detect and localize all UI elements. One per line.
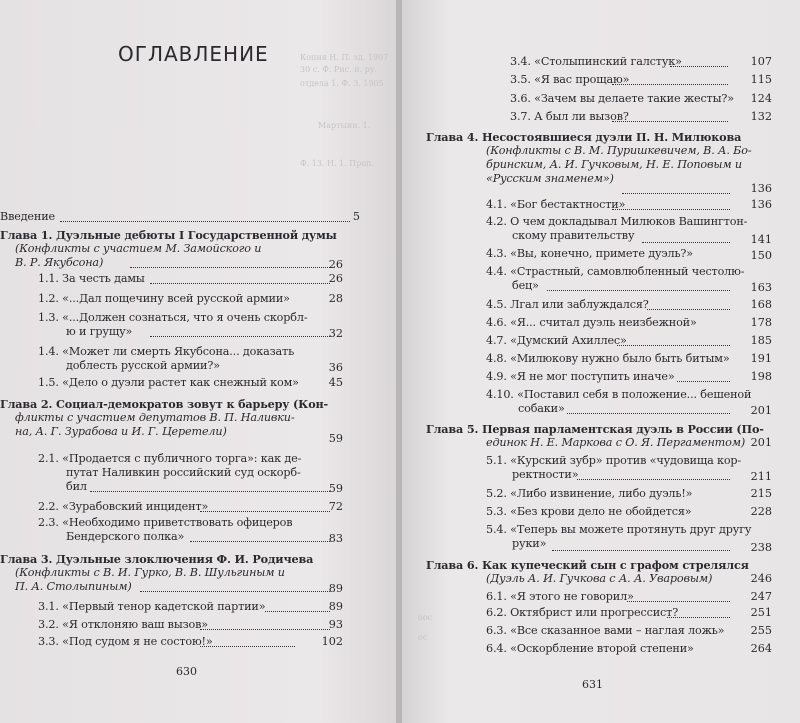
toc-entry-3-5-page: 115 [750, 73, 772, 86]
toc-entry-2-2-page: 72 [328, 500, 343, 513]
toc-entry-3-3: 3.3. «Под судом я не состою!» [38, 635, 213, 648]
toc-entry-4-2-cont: скому правительству [512, 229, 635, 242]
toc-intro-page: 5 [352, 210, 360, 223]
toc-chapter-1-subtitle: В. Р. Якубсона) [15, 256, 104, 269]
leader-dots [612, 83, 728, 85]
toc-entry-4-4-page: 163 [750, 281, 772, 294]
toc-entry-5-1-page: 211 [750, 470, 772, 483]
toc-entry-1-4-cont: доблесть русской армии?» [66, 359, 220, 372]
page-number-right: 631 [582, 678, 603, 691]
toc-entry-2-1: 2.1. «Продается с публичного торга»: как де- [38, 452, 302, 465]
toc-entry-1-2-page: 28 [328, 292, 343, 305]
toc-entry-3-5: 3.5. «Я вас прощаю» [510, 73, 630, 86]
toc-entry-4-9: 4.9. «Я не мог поступить иначе» [486, 370, 675, 383]
toc-chapter-4-subtitle: (Конфликты с В. М. Пуришкевичем, В. А. Бо- [486, 144, 752, 157]
toc-entry-6-2: 6.2. Октябрист или прогрессист? [486, 606, 679, 619]
leader-dots [612, 208, 730, 210]
toc-chapter-4-subtitle: бринским, А. И. Гучковым, Н. Е. Поповым и [486, 158, 742, 171]
toc-entry-5-4-cont: руки» [512, 537, 547, 550]
leader-dots [200, 645, 295, 647]
leader-dots [622, 192, 730, 194]
leader-dots [60, 220, 350, 222]
toc-entry-6-3-page: 255 [750, 624, 772, 637]
toc-entry-6-3: 6.3. «Все сказанное вами – наглая ложь» [486, 624, 725, 637]
leader-dots [647, 308, 730, 310]
toc-entry-6-2-page: 251 [750, 606, 772, 619]
toc-entry-1-3: 1.3. «...Должен сознаться, что я очень скорбл- [38, 311, 308, 324]
toc-chapter-5-title: Глава 5. Первая парламентская дуэль в России (По- [426, 422, 764, 436]
leader-dots [677, 380, 730, 382]
toc-chapter-1-title: Глава 1. Дуэльные дебюты I Государственной думы [0, 228, 337, 242]
toc-entry-3-7: 3.7. А был ли вызов? [510, 110, 629, 123]
toc-entry-6-1: 6.1. «Я этого не говорил» [486, 590, 634, 603]
toc-entry-3-6-page: 124 [750, 92, 772, 105]
leader-dots [90, 490, 330, 492]
toc-entry-4-1-page: 136 [750, 198, 772, 211]
toc-entry-1-3-cont: ю и грущу» [66, 325, 133, 338]
page-number-left: 630 [176, 665, 197, 678]
toc-entry-2-1-cont: путат Наливкин российский суд оскорб- [66, 466, 301, 479]
toc-chapter-3-subtitle: (Конфликты с В. И. Гурко, В. В. Шульгиным и [15, 566, 285, 579]
toc-entry-5-1-cont: ректности» [512, 468, 579, 481]
toc-chapter-1-subtitle: (Конфликты с участием М. Замойского и [15, 242, 262, 255]
toc-entry-1-1-page: 26 [328, 272, 343, 285]
toc-entry-5-3: 5.3. «Без крови дело не обойдется» [486, 505, 692, 518]
leader-dots [130, 266, 330, 268]
toc-entry-4-4: 4.4. «Страстный, самовлюбленный честолю- [486, 265, 745, 278]
leader-dots [140, 590, 330, 592]
toc-chapter-5-page: 201 [750, 436, 772, 449]
toc-entry-3-1-page: 89 [328, 600, 343, 613]
toc-entry-4-5: 4.5. Лгал или заблуждался? [486, 298, 649, 311]
toc-entry-4-10-page: 201 [750, 404, 772, 417]
toc-chapter-4-title: Глава 4. Несостоявшиеся дуэли П. Н. Милюкова [426, 130, 742, 144]
toc-entry-2-2: 2.2. «Зурабовский инцидент» [38, 500, 209, 513]
toc-entry-3-6: 3.6. «Зачем вы делаете такие жесты?» [510, 92, 734, 105]
toc-chapter-1-page: 26 [328, 258, 343, 271]
toc-entry-3-7-page: 132 [750, 110, 772, 123]
toc-entry-5-4-page: 238 [750, 541, 772, 554]
toc-chapter-4-page: 136 [750, 182, 772, 195]
toc-entry-6-4-page: 264 [750, 642, 772, 655]
leader-dots [577, 478, 730, 480]
leader-dots [642, 241, 730, 243]
toc-entry-4-9-page: 198 [750, 370, 772, 383]
toc-entry-3-3-page: 102 [321, 635, 343, 648]
toc-entry-6-1-page: 247 [750, 590, 772, 603]
toc-chapter-3-subtitle: П. А. Столыпиным) [15, 580, 132, 593]
toc-entry-2-3-page: 83 [328, 532, 343, 545]
toc-chapter-2-subtitle: на, А. Г. Зурабова и И. Г. Церетели) [15, 425, 227, 438]
toc-entry-4-5-page: 168 [750, 298, 772, 311]
toc-chapter-5-subtitle: единок Н. Е. Маркова с О. Я. Пергаментом) [486, 436, 746, 449]
toc-entry-5-2-page: 215 [750, 487, 772, 500]
leader-dots [552, 549, 730, 551]
toc-entry-4-8: 4.8. «Милюкову нужно было быть битым» [486, 352, 730, 365]
toc-entry-3-4: 3.4. «Столыпинский галстук» [510, 55, 682, 68]
toc-entry-4-3-page: 150 [750, 249, 772, 262]
toc-chapter-6-title: Глава 6. Как купеческий сын с графом стрелялся [426, 558, 749, 572]
leader-dots [617, 344, 730, 346]
toc-chapter-2-page: 59 [328, 432, 343, 445]
toc-entry-4-8-page: 191 [750, 352, 772, 365]
leader-dots [670, 65, 728, 67]
toc-entry-3-2-page: 93 [328, 618, 343, 631]
toc-entry-3-4-page: 107 [750, 55, 772, 68]
toc-entry-5-3-page: 228 [750, 505, 772, 518]
toc-entry-4-1: 4.1. «Бог бестактности» [486, 198, 626, 211]
toc-chapter-2-title: Глава 2. Социал-демократов зовут к барьеру (Кон- [0, 397, 329, 411]
toc-entry-4-6: 4.6. «Я... считал дуэль неизбежной» [486, 316, 697, 329]
toc-title: ОГЛАВЛЕНИЕ [118, 42, 269, 66]
toc-chapter-4-subtitle: «Русским знаменем») [486, 172, 614, 185]
left-page: Копия Н. П. эд. 1907 30 с. Ф. Рис. и. ру. отдела 1. Ф. 3. 1905 Мартыин. 1. Ф. 13. Н. 1. Проп. ОГЛАВЛЕНИЕ Введение 5 Глава 1. Дуэльные дебюты I Государственной думы (Конфликты с участием М. Замойского и В. Р. Якубсона) 26 1.1. За честь дамы 26 1.2. «...Дал пощечину всей русской армии» 28 1.3. «...Должен сознаться, что я очень скорбл- ю и грущу» 32 1.4. «Может ли смерть Якубсона... доказать доблесть русской армии?» 36 1.5. «Дело о дуэли растет как снежный ком» 45 Глава 2. Социал-демократов зовут к барьеру (Кон- фликты с участием депутатов В. П. Наливки- на, А. Г. Зурабова и И. Г. Церетели) 59 2.1. «Продается с публичного торга»: как де- путат Наливкин российский суд оскорб- бил 59 2.2. «Зурабовский инцидент» 72 2.3. «Необходимо приветствовать офицеров Бендерского полка» 83 Глава 3. Дуэльные злоключения Ф. И. Родичева (Конфликты с В. И. Гурко, В. В. Шульгиным и П. А. Столыпиным) 89 3.1. «Первый тенор кадетской партии» 89 3.2. «Я отклоняю ваш вызов» 93 3.3. «Под судом я не состою!» 102 630 [0, 0, 398, 723]
right-page: 3.4. «Столыпинский галстук» 107 3.5. «Я вас прощаю» 115 3.6. «Зачем вы делаете такие жесты?» 124 3.7. А был ли вызов? 132 Глава 4. Несостоявшиеся дуэли П. Н. Милюкова (Конфликты с В. М. Пуришкевичем, В. А. Бо- бринским, А. И. Гучковым, Н. Е. Поповым и «Русским знаменем») 136 4.1. «Бог бестактности» 136 4.2. О чем докладывал Милюков Вашингтон- скому правительству 141 4.3. «Вы, конечно, примете дуэль?» 150 4.4. «Страстный, самовлюбленный честолю- бец» 163 4.5. Лгал или заблуждался? 168 4.6. «Я... считал дуэль неизбежной» 178 4.7. «Думский Ахиллес» 185 4.8. «Милюкову нужно было быть битым» 191 4.9. «Я не мог поступить иначе» 198 4.10. «Поставил себя в положение... бешеной собаки» 201 Глава 5. Первая парламентская дуэль в России (По- единок Н. Е. Маркова с О. Я. Пергаментом) 201 5.1. «Курский зубр» против «чудовища кор- ректности» 211 5.2. «Либо извинение, либо дуэль!» 215 5.3. «Без крови дело не обойдется» 228 5.4. «Теперь вы можете протянуть друг другу руки» 238 Глава 6. Как купеческий сын с графом стрелялся (Дуэль А. И. Гучкова с А. А. Уваровым) 246 6.1. «Я этого не говорил» 247 6.2. Октябрист или прогрессист? 251 6.3. «Все сказанное вами – наглая ложь» 255 6.4. «Оскорбление второй степени» 264 оос ос 631 [402, 0, 800, 723]
toc-entry-4-3: 4.3. «Вы, конечно, примете дуэль?» [486, 247, 693, 260]
leader-dots [667, 616, 730, 618]
toc-entry-4-2: 4.2. О чем докладывал Милюков Вашингтон- [486, 215, 748, 228]
toc-chapter-6-page: 246 [750, 572, 772, 585]
toc-entry-6-4: 6.4. «Оскорбление второй степени» [486, 642, 694, 655]
toc-entry-4-10: 4.10. «Поставил себя в положение... бешеной [486, 388, 752, 401]
toc-entry-2-1-cont: бил [66, 480, 87, 493]
toc-entry-1-1: 1.1. За честь дамы [38, 272, 145, 285]
leader-dots [547, 289, 730, 291]
toc-entry-3-1: 3.1. «Первый тенор кадетской партии» [38, 600, 266, 613]
toc-entry-2-3: 2.3. «Необходимо приветствовать офицеров [38, 516, 293, 529]
leader-dots [627, 600, 730, 602]
toc-entry-3-2: 3.2. «Я отклоняю ваш вызов» [38, 618, 208, 631]
toc-entry-1-5: 1.5. «Дело о дуэли растет как снежный ком» [38, 376, 299, 389]
toc-entry-2-1-page: 59 [328, 482, 343, 495]
toc-entry-5-1: 5.1. «Курский зубр» против «чудовища кор- [486, 454, 742, 467]
leader-dots [612, 120, 728, 122]
toc-entry-1-3-page: 32 [328, 327, 343, 340]
toc-entry-4-6-page: 178 [750, 316, 772, 329]
toc-entry-4-7: 4.7. «Думский Ахиллес» [486, 334, 627, 347]
toc-intro-label: Введение [0, 210, 55, 223]
toc-chapter-3-title: Глава 3. Дуэльные злоключения Ф. И. Родичева [0, 552, 314, 566]
toc-entry-1-5-page: 45 [328, 376, 343, 389]
toc-chapter-2-subtitle: фликты с участием депутатов В. П. Наливки- [15, 411, 295, 424]
toc-entry-4-10-cont: собаки» [518, 402, 565, 415]
toc-entry-2-3-cont: Бендерского полка» [66, 530, 185, 543]
toc-entry-4-4-cont: бец» [512, 279, 539, 292]
toc-entry-1-4-page: 36 [328, 361, 343, 374]
toc-chapter-6-subtitle: (Дуэль А. И. Гучкова с А. А. Уваровым) [486, 572, 713, 585]
leader-dots [567, 412, 730, 414]
toc-entry-1-4: 1.4. «Может ли смерть Якубсона... доказать [38, 345, 295, 358]
toc-entry-5-2: 5.2. «Либо извинение, либо дуэль!» [486, 487, 693, 500]
toc-chapter-3-page: 89 [328, 582, 343, 595]
toc-entry-1-2: 1.2. «...Дал пощечину всей русской армии» [38, 292, 290, 305]
toc-entry-5-4: 5.4. «Теперь вы можете протянуть друг другу [486, 523, 752, 536]
toc-entry-4-7-page: 185 [750, 334, 772, 347]
toc-entry-4-2-page: 141 [750, 233, 772, 246]
